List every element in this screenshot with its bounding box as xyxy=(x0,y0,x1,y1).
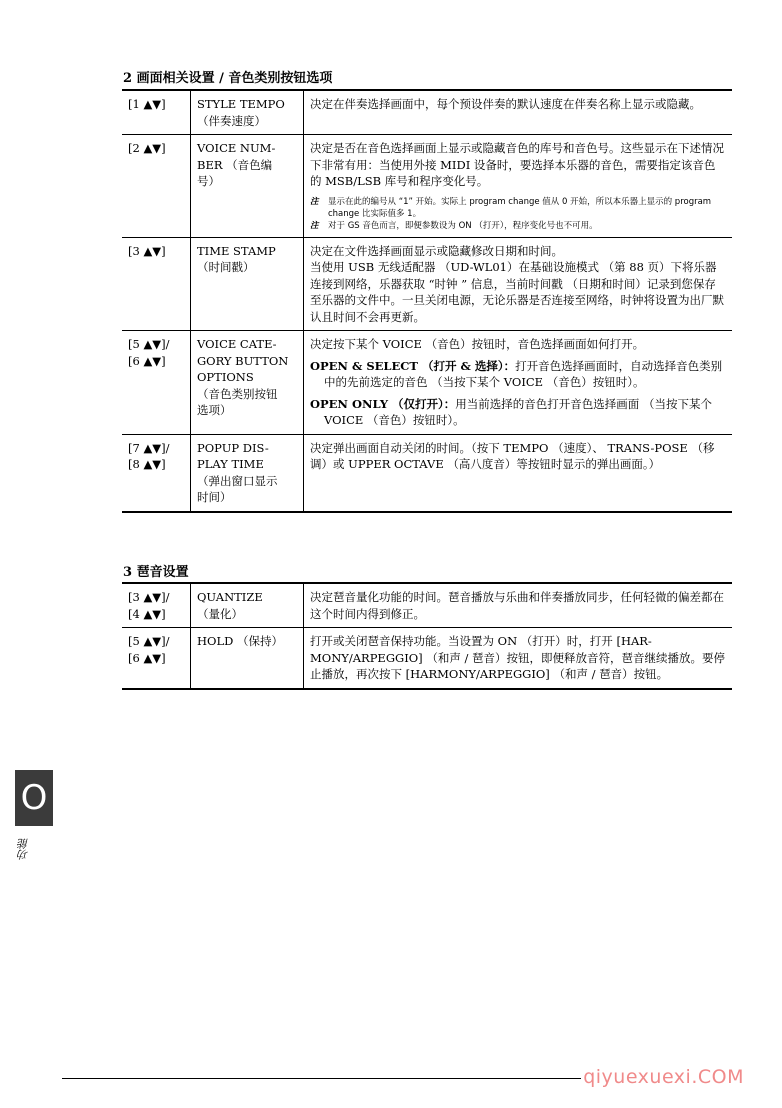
table-row xyxy=(122,135,732,238)
description-cell xyxy=(304,331,733,435)
option-label: OPEN & SELECT （打开 & 选择）： xyxy=(310,358,516,373)
parameter-name-line: HOLD （保持） xyxy=(197,634,283,648)
parameter-name-line: GORY BUTTON xyxy=(197,353,289,368)
parameter-name-cell xyxy=(191,331,304,435)
button-cell xyxy=(122,90,191,135)
parameter-name-cell xyxy=(191,237,304,331)
description-cell xyxy=(304,135,733,238)
button-label: [3 ▲▼]/ xyxy=(128,590,170,604)
option-text: 打开音色选择画面时，自动选择音色类别中的先前选定的音色 （当按下某个 VOICE （音色）按钮时）。 xyxy=(324,358,723,389)
section3-title: 3 琶音设置 xyxy=(123,565,189,580)
note-item xyxy=(310,220,726,232)
parameter-name-line: VOICE CATE- xyxy=(197,337,277,351)
parameter-name-line: （音色类别按钮 xyxy=(197,386,278,401)
parameter-name-cell xyxy=(191,583,304,628)
table-row xyxy=(122,628,732,689)
parameter-name-cell xyxy=(191,90,304,135)
note-icon: 注 xyxy=(310,196,319,207)
option-label: OPEN ONLY （仅打开）： xyxy=(310,396,456,411)
section2-table xyxy=(122,89,732,513)
description-text: 决定按下某个 VOICE （音色）按钮时，音色选择画面如何打开。 xyxy=(310,337,645,351)
parameter-name-line: TIME STAMP xyxy=(197,243,276,258)
description-cell xyxy=(304,434,733,512)
button-label: [6 ▲▼] xyxy=(128,353,166,368)
note-item xyxy=(310,196,726,220)
note-text: 显示在此的编号从 “1” 开始。实际上 program change 值从 0 开始，所以本乐器上显示的 program change 比实际值多 1。 xyxy=(328,196,712,219)
button-cell xyxy=(122,583,191,628)
parameter-name-line: （量化） xyxy=(197,606,243,621)
description-text: 决定琶音量化功能的时间。琶音播放与乐曲和伴奏播放同步，任何轻微的偏差都在这个时间内得到修正。 xyxy=(310,590,724,621)
parameter-name-line: POPUP DIS- xyxy=(197,440,269,455)
chapter-tab xyxy=(15,770,53,826)
description-text: 决定在文件选择画面显示或隐藏修改日期和时间。 xyxy=(310,243,563,258)
parameter-name-line: VOICE NUM- xyxy=(197,141,276,155)
button-cell xyxy=(122,135,191,238)
button-cell xyxy=(122,331,191,435)
button-label: [4 ▲▼] xyxy=(128,606,166,621)
button-cell xyxy=(122,237,191,331)
description-cell xyxy=(304,90,733,135)
button-label: [2 ▲▼] xyxy=(128,141,166,155)
table-row xyxy=(122,331,732,435)
parameter-name-line: （伴奏速度） xyxy=(197,113,266,128)
parameter-name-line: 号） xyxy=(197,174,220,188)
parameter-name-cell xyxy=(191,135,304,238)
description-text: 决定在伴奏选择画面中，每个预设伴奏的默认速度在伴奏名称上显示或隐藏。 xyxy=(310,97,701,111)
button-cell xyxy=(122,628,191,689)
parameter-name-line: BER （音色编 xyxy=(197,157,273,172)
description-text: 决定是否在音色选择画面上显示或隐藏音色的库号和音色号。这些显示在下述情况下非常有用：当使用外接 MIDI 设备时，要选择本乐器的音色，需要指定该音色的 MSB/LSB 库号和程序变化号。 xyxy=(310,141,724,188)
table-row xyxy=(122,434,732,512)
parameter-name-line: QUANTIZE xyxy=(197,590,263,604)
button-label: [1 ▲▼] xyxy=(128,97,166,111)
option-text: 用当前选择的音色打开音色选择画面 （当按下某个 VOICE （音色）按钮时）。 xyxy=(324,396,712,427)
note-text: 对于 GS 音色而言，即便参数设为 ON （打开），程序变化号也不可用。 xyxy=(328,220,598,231)
description-cell xyxy=(304,237,733,331)
note-icon: 注 xyxy=(310,220,319,231)
parameter-name-line: 选项） xyxy=(197,403,232,417)
chapter-label: 功能 xyxy=(17,838,30,860)
description-text: 当使用 USB 无线适配器 （UD-WL01）在基础设施模式 （第 88 页）下将乐器连接到网络，乐器获取 “时钟 ” 信息，当前时间戳 （日期和时间）记录到您保存至乐器的文件中。一旦关闭电源，无论乐器是否连接至网络，时钟将设置为出厂默认且时间不会再更新。 xyxy=(310,260,724,324)
description-cell xyxy=(304,583,733,628)
parameter-name-line: 时间） xyxy=(197,490,232,504)
section3-table xyxy=(122,582,732,690)
table-row xyxy=(122,90,732,135)
parameter-name-line: （弹出窗口显示 xyxy=(197,473,278,488)
watermark: qiyuexuexi.COM xyxy=(583,1066,744,1088)
description-cell xyxy=(304,628,733,689)
option-item xyxy=(310,396,726,429)
button-label: [3 ▲▼] xyxy=(128,243,166,258)
parameter-name-line: PLAY TIME xyxy=(197,457,264,471)
description-text: 打开或关闭琶音保持功能。当设置为 ON （打开）时，打开 [HAR-MONY/ARPEGGIO] （和声 / 琶音）按钮，即便释放音符，琶音继续播放。要停止播放，再次按下 [HARMONY/ARPEGGIO] （和声 / 琶音）按钮。 xyxy=(310,634,725,681)
button-label: [8 ▲▼] xyxy=(128,457,166,471)
parameter-name-cell xyxy=(191,434,304,512)
parameter-name-cell xyxy=(191,628,304,689)
option-item xyxy=(310,358,726,391)
button-label: [6 ▲▼] xyxy=(128,650,166,665)
table-row xyxy=(122,583,732,628)
parameter-name-line: （时间戳） xyxy=(197,260,255,274)
button-label: [5 ▲▼]/ xyxy=(128,337,170,351)
parameter-name-line: STYLE TEMPO xyxy=(197,97,285,111)
button-cell xyxy=(122,434,191,512)
description-text: 决定弹出画面自动关闭的时间。（按下 TEMPO （速度）、 TRANS-POSE （移调）或 UPPER OCTAVE （高八度音）等按钮时显示的弹出画面。） xyxy=(310,440,715,471)
chapter-tab-icon: O xyxy=(20,778,48,818)
button-label: [5 ▲▼]/ xyxy=(128,634,170,648)
parameter-name-line: OPTIONS xyxy=(197,370,254,384)
button-label: [7 ▲▼]/ xyxy=(128,440,170,455)
section2-title: 2 画面相关设置 / 音色类别按钮选项 xyxy=(123,71,333,86)
table-row xyxy=(122,237,732,331)
